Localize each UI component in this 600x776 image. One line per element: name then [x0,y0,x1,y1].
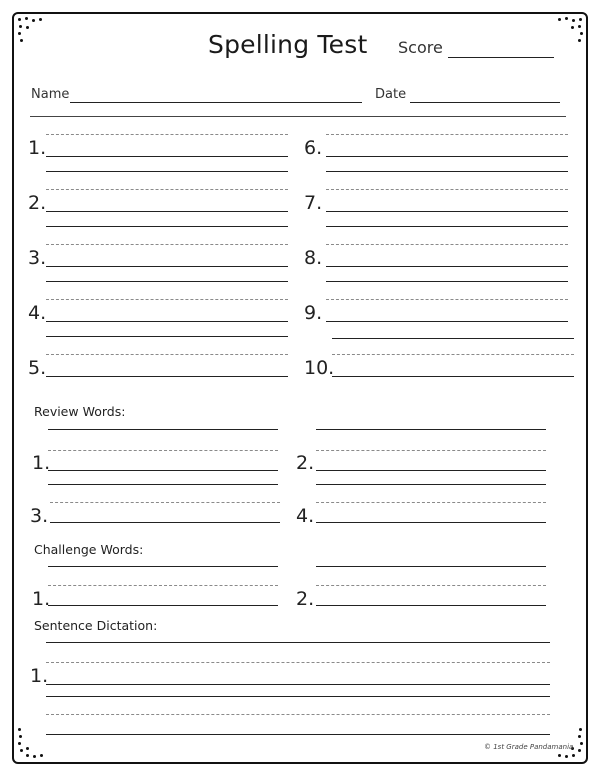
answer-line[interactable] [46,376,288,377]
writing-guide-top [316,429,546,430]
writing-guide-top [48,566,278,567]
score-label: Score [398,38,443,57]
item-number: 1. [28,137,47,159]
item-number: 3. [28,247,47,269]
item-number: 2. [296,452,315,474]
item-number: 2. [28,192,47,214]
answer-line[interactable] [48,470,278,471]
writing-guide-dashed [48,585,278,586]
writing-guide-dashed [326,299,568,300]
writing-guide-dashed [46,662,550,663]
item-number: 9. [304,302,323,324]
writing-guide-dashed [316,585,546,586]
answer-line[interactable] [316,470,546,471]
writing-guide-bottom [326,171,568,172]
writing-guide-bottom [326,281,568,282]
writing-guide-dashed [332,354,574,355]
answer-line[interactable] [46,684,550,685]
page-border [12,12,588,764]
writing-guide-bottom [316,484,546,485]
page-title: Spelling Test [208,30,368,59]
writing-guide-dashed [316,502,546,503]
writing-guide-dashed [316,450,546,451]
corner-dots-top-right [550,16,584,50]
writing-guide-bottom [48,484,278,485]
writing-guide-dashed [46,134,288,135]
writing-guide-top [316,566,546,567]
item-number: 2. [296,588,315,610]
answer-line[interactable] [326,211,568,212]
answer-line[interactable] [46,321,288,322]
name-field[interactable] [70,102,362,103]
answer-line-2[interactable] [46,734,550,735]
answer-line[interactable] [46,266,288,267]
answer-line[interactable] [326,156,568,157]
answer-line[interactable] [46,156,288,157]
answer-line[interactable] [316,522,546,523]
writing-guide-bottom [46,336,288,337]
answer-line[interactable] [326,266,568,267]
writing-guide-dashed [46,189,288,190]
writing-guide-dashed [46,354,288,355]
item-number: 4. [28,302,47,324]
date-field[interactable] [410,102,560,103]
answer-line[interactable] [326,321,568,322]
writing-guide-bottom [46,171,288,172]
answer-line[interactable] [50,522,280,523]
date-label: Date [375,87,407,102]
writing-guide-bottom [46,281,288,282]
writing-guide-dashed [46,714,550,715]
item-number: 4. [296,505,315,527]
answer-line[interactable] [332,376,574,377]
name-label: Name [31,87,70,102]
writing-guide-bottom [46,226,288,227]
item-number: 1. [32,588,51,610]
writing-guide-dashed [326,244,568,245]
writing-guide-dashed [326,134,568,135]
answer-line[interactable] [48,605,278,606]
item-number: 10. [304,357,335,379]
answer-line[interactable] [316,605,546,606]
item-number: 5. [28,357,47,379]
corner-dots-bottom-left [16,726,50,760]
item-number: 8. [304,247,323,269]
item-number: 7. [304,192,323,214]
item-number: 3. [30,505,49,527]
sentence-dictation-heading: Sentence Dictation: [34,618,158,633]
item-number: 1. [32,452,51,474]
writing-guide-bottom [332,338,574,339]
writing-guide-bottom [326,226,568,227]
writing-guide-dashed [326,189,568,190]
answer-line[interactable] [46,211,288,212]
writing-guide-dashed [46,299,288,300]
writing-guide-dashed [50,502,280,503]
corner-dots-top-left [16,16,50,50]
challenge-words-heading: Challenge Words: [34,542,144,557]
writing-guide-top [46,696,550,697]
writing-guide-top [48,429,278,430]
item-number: 6. [304,137,323,159]
header-divider [30,116,566,117]
writing-guide-top [46,642,550,643]
writing-guide-dashed [46,244,288,245]
review-words-heading: Review Words: [34,404,126,419]
copyright-text: © 1st Grade Pandamania [484,743,574,751]
score-field[interactable] [448,57,554,58]
writing-guide-dashed [48,450,278,451]
item-number: 1. [30,665,49,687]
